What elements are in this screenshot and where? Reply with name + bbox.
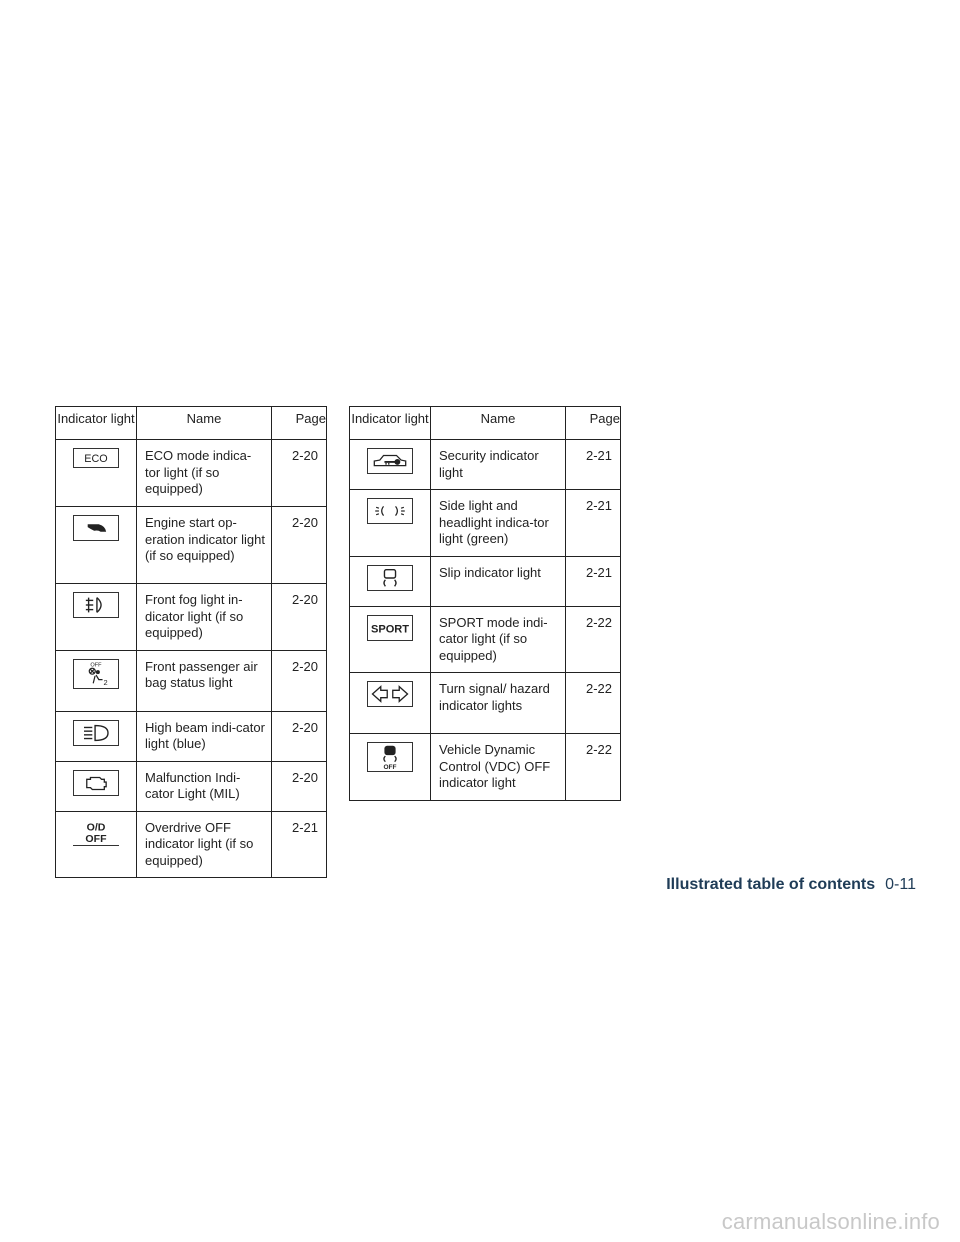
row-name: Vehicle Dynamic Control (VDC) OFF indicator light	[431, 734, 566, 801]
table-row	[350, 556, 621, 606]
row-name: Front passenger air bag status light	[137, 650, 272, 711]
header-name: Name	[431, 407, 566, 440]
row-name: SPORT mode indi-cator light (if so equipped)	[431, 606, 566, 673]
table-row	[56, 584, 327, 651]
table-row	[350, 490, 621, 557]
table-row	[350, 673, 621, 734]
slip-icon	[367, 565, 413, 591]
table-row	[350, 606, 621, 673]
table-row	[56, 711, 327, 761]
row-page: 2-20	[272, 650, 327, 711]
table-row	[350, 440, 621, 490]
eco-icon	[73, 448, 119, 468]
side-headlight-icon	[367, 498, 413, 524]
header-page: Page	[272, 407, 327, 440]
engine-malfunction-icon	[73, 770, 119, 796]
header-indicator-light: Indicator light	[350, 407, 431, 440]
passenger-airbag-off-icon	[73, 659, 119, 689]
high-beam-icon	[73, 720, 119, 746]
table-row	[56, 507, 327, 584]
watermark: carmanualsonline.info	[721, 1209, 940, 1234]
table-row	[56, 761, 327, 811]
row-name: Slip indicator light	[431, 556, 566, 606]
row-name: Security indicator light	[431, 440, 566, 490]
row-name: Engine start op-eration indicator light (if so equipped)	[137, 507, 272, 584]
header-page: Page	[566, 407, 621, 440]
row-page: 2-20	[272, 711, 327, 761]
footer-section-title: Illustrated table of contents	[666, 876, 876, 893]
row-name: Side light and headlight indica-tor light (green)	[431, 490, 566, 557]
row-page: 2-20	[272, 507, 327, 584]
table-row	[350, 734, 621, 801]
row-name: Malfunction Indi-cator Light (MIL)	[137, 761, 272, 811]
svg-text:ECO: ECO	[84, 453, 108, 466]
row-page: 2-20	[272, 440, 327, 507]
indicator-table-right	[349, 406, 621, 801]
svg-text:SPORT: SPORT	[370, 623, 410, 636]
svg-text:OFF: OFF	[85, 832, 107, 845]
engine-start-hand-icon	[73, 515, 119, 541]
row-name: Front fog light in-dicator light (if so equipped)	[137, 584, 272, 651]
svg-text:2: 2	[103, 677, 108, 687]
sport-mode-icon	[367, 615, 413, 641]
row-page: 2-22	[566, 734, 621, 801]
row-name: ECO mode indica-tor light (if so equipped)	[137, 440, 272, 507]
svg-text:OFF: OFF	[383, 764, 397, 771]
header-name: Name	[137, 407, 272, 440]
row-page: 2-21	[272, 811, 327, 878]
row-page: 2-22	[566, 606, 621, 673]
table-header-row	[350, 407, 621, 440]
security-car-key-icon	[367, 448, 413, 474]
row-name: High beam indi-cator light (blue)	[137, 711, 272, 761]
svg-text:OFF: OFF	[90, 662, 102, 669]
footer-page-number: 0-11	[885, 876, 916, 893]
row-name: Overdrive OFF indicator light (if so equipped)	[137, 811, 272, 878]
table-header-row	[56, 407, 327, 440]
row-page: 2-21	[566, 490, 621, 557]
page-footer	[666, 876, 916, 894]
svg-text:O/D: O/D	[86, 821, 106, 834]
row-page: 2-20	[272, 584, 327, 651]
row-page: 2-22	[566, 673, 621, 734]
table-row	[56, 650, 327, 711]
vdc-off-icon	[367, 742, 413, 772]
indicator-table-left	[55, 406, 327, 878]
turn-signal-arrows-icon	[367, 681, 413, 707]
front-fog-light-icon	[73, 592, 119, 618]
table-row	[56, 811, 327, 878]
overdrive-off-icon	[73, 820, 119, 846]
row-page: 2-21	[566, 556, 621, 606]
table-row	[56, 440, 327, 507]
row-page: 2-21	[566, 440, 621, 490]
row-page: 2-20	[272, 761, 327, 811]
header-indicator-light: Indicator light	[56, 407, 137, 440]
row-name: Turn signal/ hazard indicator lights	[431, 673, 566, 734]
